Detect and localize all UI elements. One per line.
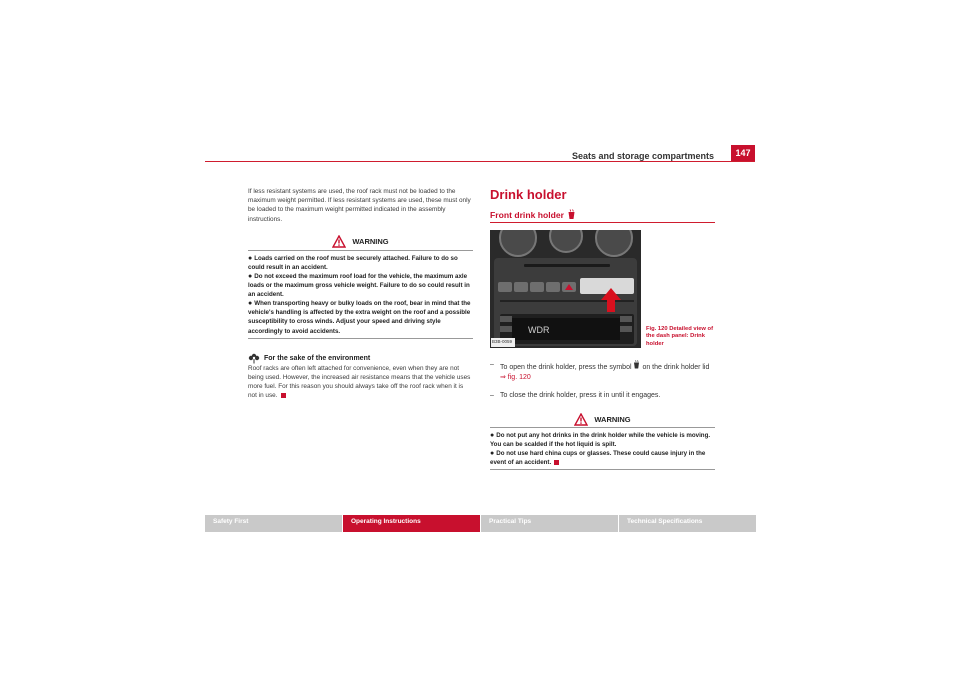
bullet-icon: ● — [490, 432, 495, 439]
warning-label: WARNING — [352, 237, 389, 247]
figure-120 — [490, 230, 715, 350]
warning-item: ● Loads carried on the roof must be securely attached. Failure to do so could result in an accident. — [248, 254, 458, 271]
page-number: 147 — [731, 145, 755, 162]
figure-reference-link[interactable]: ⇒ fig. 120 — [500, 374, 531, 381]
warning-label: WARNING — [594, 414, 631, 424]
drink-holder-cup-icon — [567, 209, 576, 220]
subsection-title: Front drink holder — [490, 209, 715, 220]
right-column — [490, 187, 715, 470]
environment-flower-icon — [248, 353, 260, 364]
tab-practical-tips[interactable]: Practical Tips — [481, 515, 618, 532]
warning-item: ● Do not put any hot drinks in the drink holder while the vehicle is moving. You can be scalded if the hot liquid is spilt. — [490, 432, 711, 449]
end-mark-icon — [281, 393, 286, 398]
tab-operating-instructions[interactable]: Operating Instructions — [343, 515, 480, 532]
warning-item: ● Do not exceed the maximum roof load for the vehicle, the maximum axle loads or the maximum gross vehicle weight. Failure to do so could result in an accident. — [248, 273, 470, 299]
bullet-icon: ● — [490, 450, 495, 458]
intro-paragraph: If less resistant systems are used, the roof rack must not be loaded to the maximum weight permitted. If less resistant systems are used, these must only be loaded to the maximum weight permitted indicated in the assembly instructions. — [248, 188, 471, 223]
drink-holder-cup-icon — [633, 360, 640, 369]
bullet-icon: ● — [248, 300, 253, 308]
left-column — [248, 187, 473, 400]
warning-box-drinks — [490, 411, 715, 470]
warning-triangle-icon — [574, 413, 588, 426]
header-rule — [205, 161, 755, 162]
warning-items — [490, 428, 715, 467]
footer-nav — [205, 515, 757, 532]
warning-items — [248, 251, 473, 336]
warning-item: ● When transporting heavy or bulky loads on the roof, bear in mind that the vehicle's handling is affected by the extra weight on the roof and a possible susceptibility to cross winds. Adjust your speed and driving style accordingly to avoid accidents. — [248, 300, 471, 335]
svg-text:WDR: WDR — [528, 325, 550, 335]
end-mark-icon — [554, 460, 559, 465]
figure-caption: Fig. 120 Detailed view of the dash panel: Drink holder — [646, 326, 714, 347]
bullet-icon: ● — [248, 254, 253, 262]
warning-item: ● Do not use hard china cups or glasses. These could cause injury in the event of an accident. — [490, 450, 706, 467]
warning-box-roof — [248, 234, 473, 339]
running-header-title: Seats and storage compartments — [571, 151, 714, 161]
bullet-icon: ● — [248, 273, 253, 280]
tab-technical-specifications[interactable]: Technical Specifications — [619, 515, 756, 532]
step-open: – To open the drink holder, press the symbol on the drink holder lid ⇒ fig. 120 — [490, 361, 710, 381]
environment-label: For the sake of the environment — [264, 354, 371, 362]
step-close: – To close the drink holder, press it in until it engages. — [490, 392, 661, 399]
warning-header — [248, 234, 473, 251]
warning-header — [490, 411, 715, 428]
environment-text: Roof racks are often left attached for convenience, even when they are not being used. However, the increased air resistance means that the vehicle uses more fuel. For this reason you should always take off the roof rack when it is not in use. — [248, 364, 471, 400]
dash-panel-photo — [490, 230, 641, 348]
dash-panel-illustration — [490, 230, 641, 348]
figure-code: B3B-0059 — [492, 339, 513, 344]
warning-triangle-icon — [332, 235, 346, 248]
section-title: Drink holder — [490, 187, 567, 202]
tab-safety-first[interactable]: Safety First — [205, 515, 342, 532]
environment-header — [248, 353, 473, 364]
subsection-rule — [490, 222, 715, 223]
